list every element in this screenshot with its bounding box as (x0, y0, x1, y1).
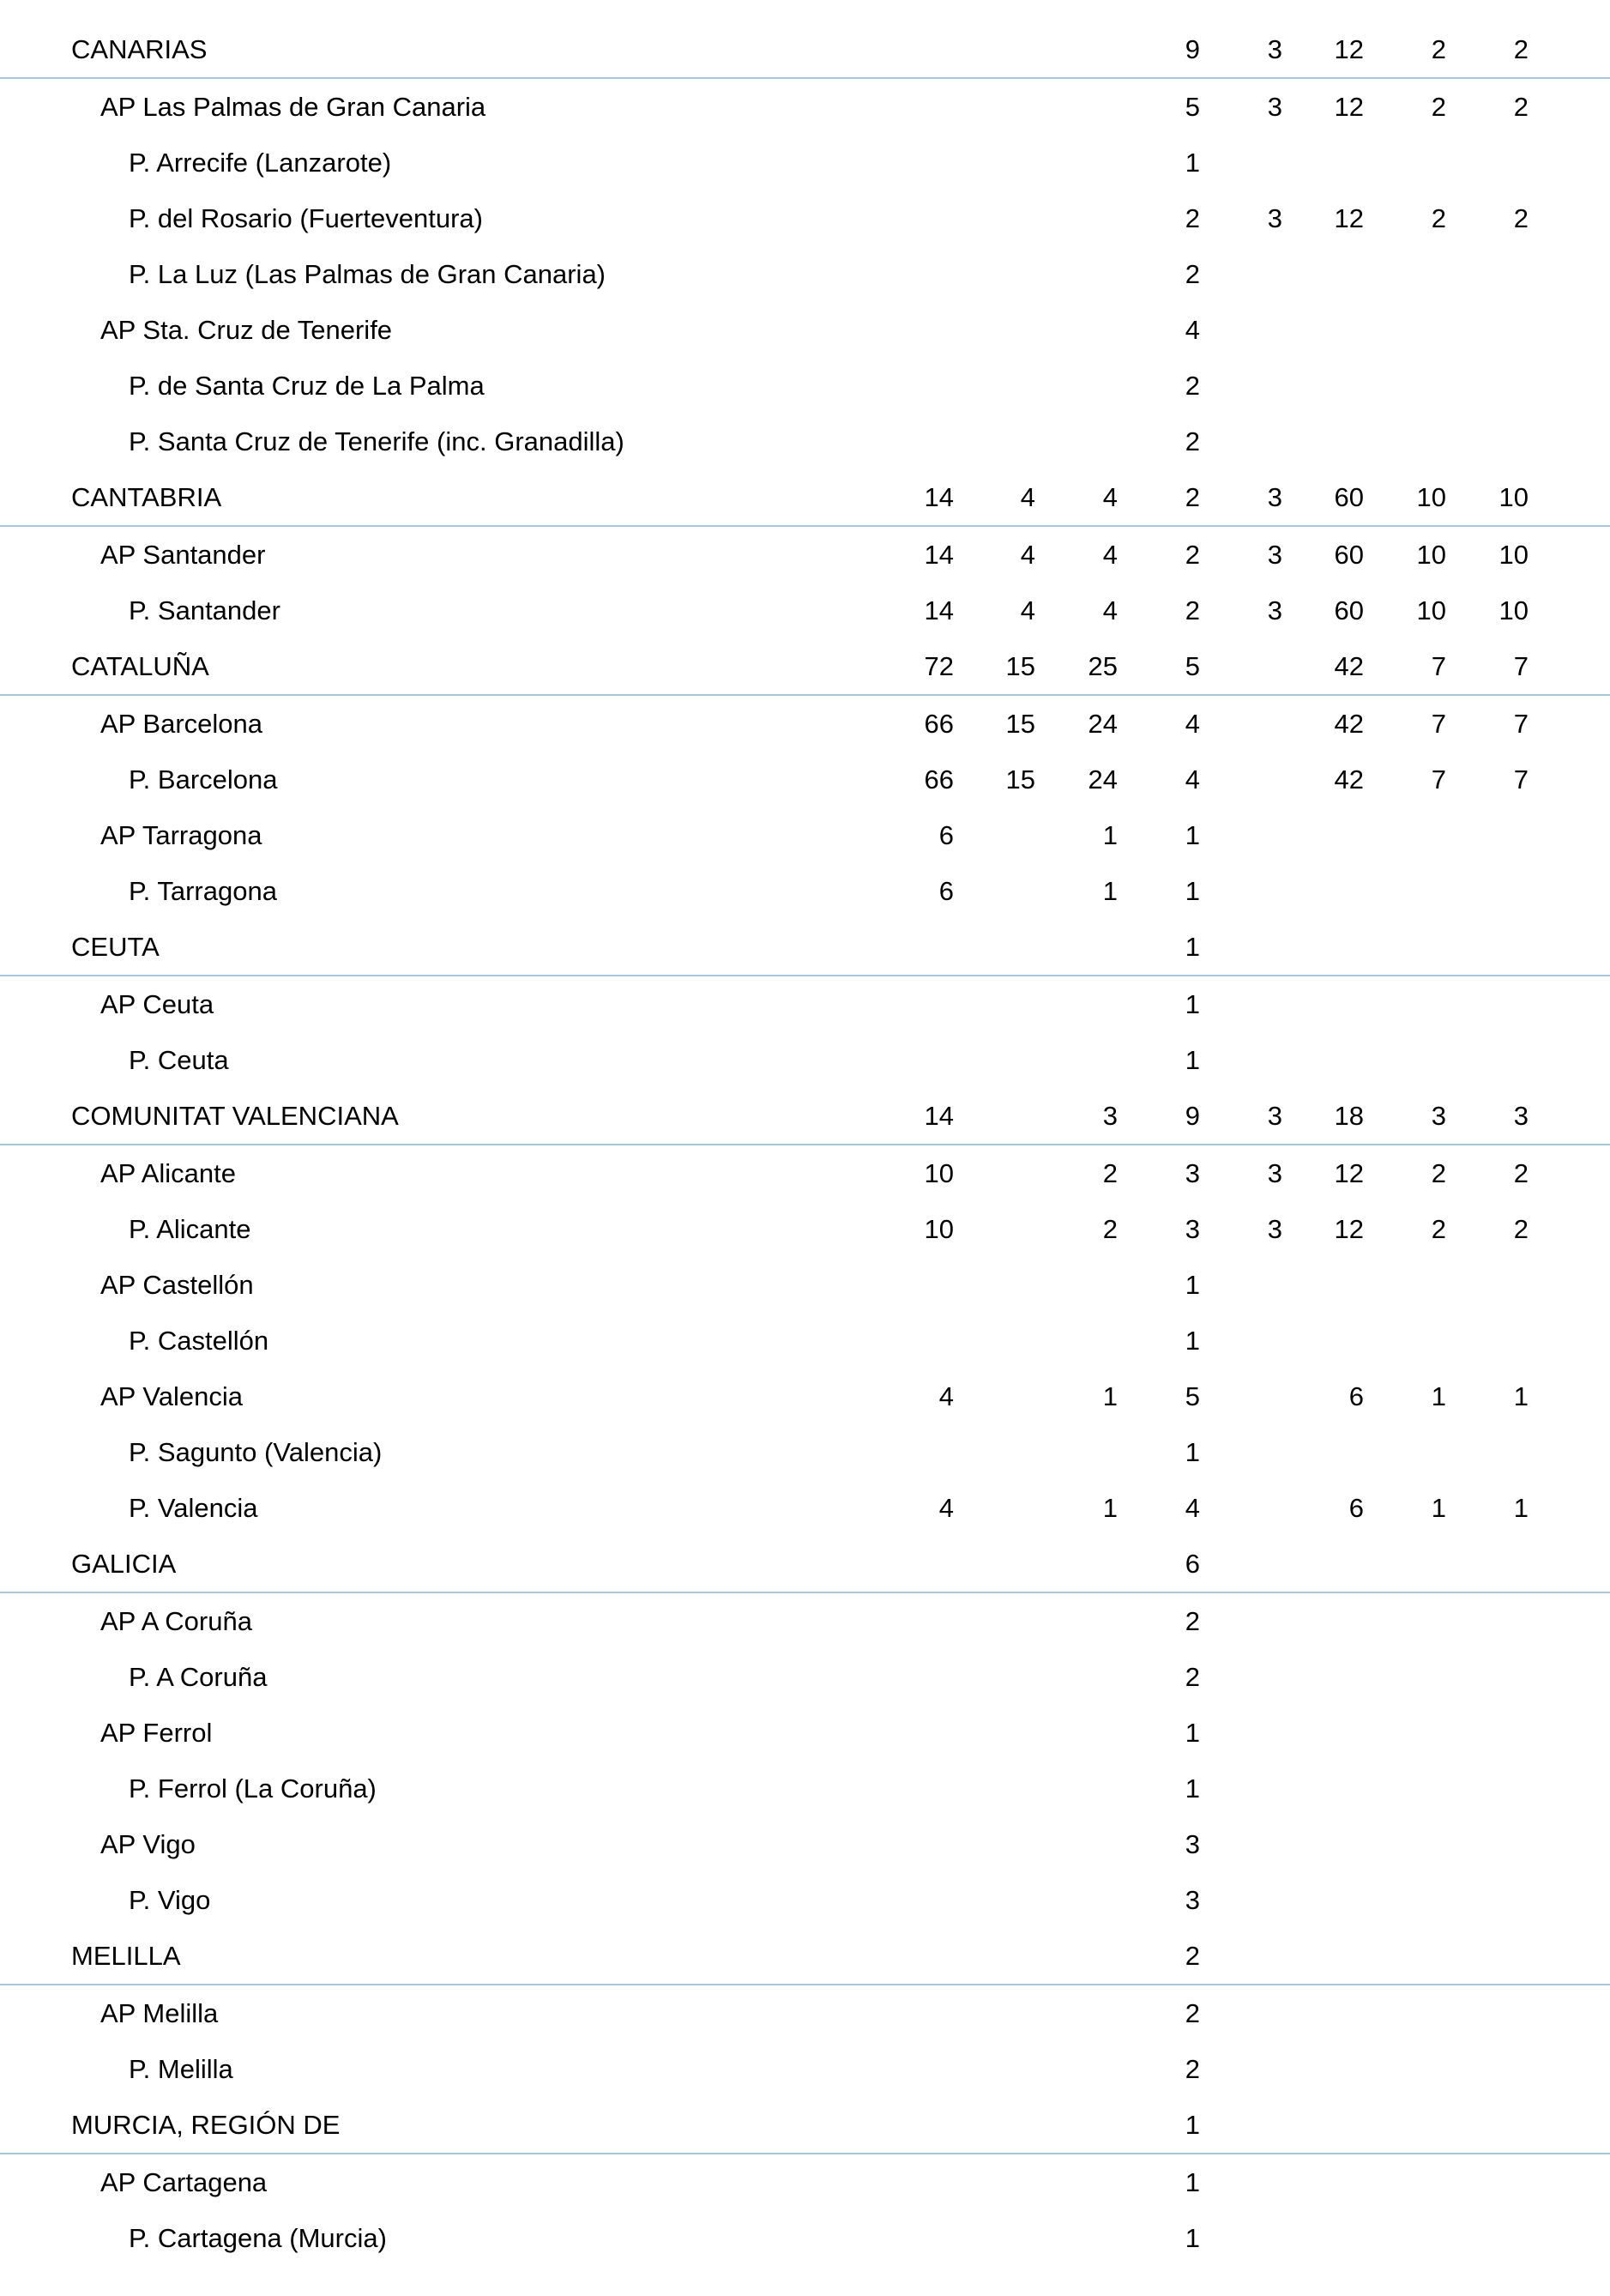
value-cell: 4 (1185, 709, 1200, 739)
row-label: P. de Santa Cruz de La Palma (129, 371, 485, 401)
value-cell: 12 (1334, 1158, 1364, 1188)
value-cell: 7 (1431, 651, 1446, 681)
value-cell: 4 (1185, 764, 1200, 795)
value-cell: 72 (924, 651, 954, 681)
row-label: P. Alicante (129, 1214, 251, 1244)
port-row (0, 1872, 1610, 1928)
value-cell: 2 (1431, 92, 1446, 122)
port-row (0, 358, 1610, 414)
value-cell: 1 (1185, 1326, 1200, 1356)
value-cell: 4 (1185, 1493, 1200, 1523)
value-cell: 2 (1185, 1606, 1200, 1636)
value-cell: 2 (1102, 1214, 1118, 1244)
value-cell: 4 (1185, 315, 1200, 345)
value-cell: 3 (1267, 1158, 1282, 1188)
value-cell: 1 (1185, 2110, 1200, 2140)
value-cell: 1 (1185, 932, 1200, 962)
value-cell: 14 (924, 482, 954, 512)
row-label: AP Ceuta (100, 989, 214, 1019)
value-cell: 15 (1005, 651, 1035, 681)
row-label: COMUNITAT VALENCIANA (71, 1101, 399, 1131)
row-label: P. Vigo (129, 1885, 211, 1915)
value-cell: 1 (1185, 2223, 1200, 2253)
row-label: P. del Rosario (Fuerteventura) (129, 203, 483, 233)
value-cell: 4 (1020, 595, 1035, 625)
value-cell: 66 (924, 709, 954, 739)
value-cell: 15 (1005, 764, 1035, 795)
port-row (0, 1649, 1610, 1705)
value-cell: 2 (1185, 1998, 1200, 2028)
port-row (0, 752, 1610, 807)
row-label: P. La Luz (Las Palmas de Gran Canaria) (129, 259, 606, 289)
port-authority-row (0, 2154, 1610, 2210)
value-cell: 42 (1334, 651, 1364, 681)
value-cell: 1 (1431, 1381, 1446, 1411)
port-row (0, 583, 1610, 638)
value-cell: 3 (1185, 1829, 1200, 1859)
value-cell: 10 (1416, 482, 1446, 512)
value-cell: 25 (1088, 651, 1118, 681)
port-row (0, 1480, 1610, 1536)
value-cell: 42 (1334, 709, 1364, 739)
port-authority-row (0, 1593, 1610, 1649)
region-row (0, 21, 1610, 79)
value-cell: 2 (1431, 1214, 1446, 1244)
row-label: AP Santander (100, 540, 266, 570)
value-cell: 1 (1513, 1381, 1529, 1411)
region-row (0, 1088, 1610, 1145)
port-authority-row (0, 1145, 1610, 1201)
value-cell: 60 (1334, 482, 1364, 512)
value-cell: 10 (1498, 540, 1529, 570)
value-cell: 10 (1498, 595, 1529, 625)
row-label: AP Alicante (100, 1158, 236, 1188)
row-label: AP Melilla (100, 1998, 219, 2028)
port-authority-row (0, 302, 1610, 358)
row-label: AP Cartagena (100, 2167, 268, 2197)
value-cell: 7 (1513, 764, 1529, 795)
port-authority-row (0, 976, 1610, 1032)
value-cell: 2 (1431, 203, 1446, 233)
value-cell: 1 (1185, 2167, 1200, 2197)
value-cell: 4 (938, 1381, 954, 1411)
port-statistics-table (0, 21, 1610, 2266)
value-cell: 24 (1088, 764, 1118, 795)
value-cell: 2 (1431, 34, 1446, 64)
value-cell: 2 (1185, 1662, 1200, 1692)
value-cell: 42 (1334, 764, 1364, 795)
value-cell: 10 (1416, 595, 1446, 625)
row-label: AP Castellón (100, 1270, 254, 1300)
row-label: GALICIA (71, 1549, 177, 1579)
value-cell: 10 (924, 1214, 954, 1244)
value-cell: 2 (1513, 34, 1529, 64)
region-row (0, 1928, 1610, 1985)
value-cell: 10 (1416, 540, 1446, 570)
value-cell: 2 (1185, 371, 1200, 401)
value-cell: 2 (1185, 259, 1200, 289)
row-label: P. Valencia (129, 1493, 258, 1523)
value-cell: 1 (1102, 876, 1118, 906)
value-cell: 9 (1185, 34, 1200, 64)
value-cell: 3 (1267, 203, 1282, 233)
value-cell: 12 (1334, 34, 1364, 64)
region-row (0, 919, 1610, 976)
value-cell: 3 (1185, 1214, 1200, 1244)
value-cell: 14 (924, 1101, 954, 1131)
value-cell: 3 (1267, 34, 1282, 64)
value-cell: 7 (1431, 709, 1446, 739)
row-label: P. Santander (129, 595, 280, 625)
value-cell: 1 (1185, 148, 1200, 178)
port-authority-row (0, 696, 1610, 752)
row-label: P. Melilla (129, 2054, 233, 2084)
value-cell: 3 (1431, 1101, 1446, 1131)
row-label: AP Valencia (100, 1381, 244, 1411)
row-label: P. Cartagena (Murcia) (129, 2223, 387, 2253)
value-cell: 2 (1185, 1941, 1200, 1971)
row-label: MELILLA (71, 1941, 181, 1971)
port-row (0, 1424, 1610, 1480)
row-label: AP Tarragona (100, 820, 262, 850)
value-cell: 1 (1102, 820, 1118, 850)
row-label: AP A Coruña (100, 1606, 252, 1636)
value-cell: 60 (1334, 595, 1364, 625)
value-cell: 1 (1185, 989, 1200, 1019)
value-cell: 3 (1267, 92, 1282, 122)
value-cell: 1 (1513, 1493, 1529, 1523)
port-authority-row (0, 527, 1610, 583)
value-cell: 6 (1348, 1493, 1364, 1523)
value-cell: 1 (1102, 1381, 1118, 1411)
value-cell: 1 (1185, 1718, 1200, 1748)
value-cell: 3 (1102, 1101, 1118, 1131)
region-row (0, 469, 1610, 527)
row-label: CANTABRIA (71, 482, 222, 512)
value-cell: 2 (1185, 595, 1200, 625)
value-cell: 2 (1513, 1158, 1529, 1188)
value-cell: 14 (924, 540, 954, 570)
value-cell: 4 (1102, 482, 1118, 512)
port-authority-row (0, 1985, 1610, 2041)
value-cell: 2 (1185, 426, 1200, 456)
value-cell: 3 (1267, 482, 1282, 512)
port-row (0, 414, 1610, 469)
value-cell: 3 (1267, 1214, 1282, 1244)
value-cell: 2 (1185, 540, 1200, 570)
row-label: P. Ferrol (La Coruña) (129, 1773, 377, 1804)
row-label: AP Sta. Cruz de Tenerife (100, 315, 393, 345)
port-row (0, 1313, 1610, 1369)
value-cell: 3 (1185, 1158, 1200, 1188)
port-authority-row (0, 1816, 1610, 1872)
value-cell: 2 (1185, 203, 1200, 233)
value-cell: 12 (1334, 1214, 1364, 1244)
row-label: AP Las Palmas de Gran Canaria (100, 92, 486, 122)
value-cell: 2 (1513, 92, 1529, 122)
value-cell: 4 (938, 1493, 954, 1523)
row-label: AP Vigo (100, 1829, 196, 1859)
value-cell: 18 (1334, 1101, 1364, 1131)
value-cell: 1 (1185, 1773, 1200, 1804)
row-label: P. Santa Cruz de Tenerife (inc. Granadilla) (129, 426, 624, 456)
value-cell: 4 (1102, 540, 1118, 570)
region-row (0, 638, 1610, 696)
value-cell: 4 (1020, 482, 1035, 512)
region-row (0, 2097, 1610, 2154)
port-row (0, 2041, 1610, 2097)
port-row (0, 1761, 1610, 1816)
value-cell: 6 (1348, 1381, 1364, 1411)
value-cell: 60 (1334, 540, 1364, 570)
value-cell: 1 (1185, 1437, 1200, 1467)
row-label: P. Barcelona (129, 764, 278, 795)
port-row (0, 1032, 1610, 1088)
port-authority-row (0, 1369, 1610, 1424)
value-cell: 3 (1185, 1885, 1200, 1915)
port-authority-row (0, 79, 1610, 135)
port-row (0, 190, 1610, 246)
row-label: P. Castellón (129, 1326, 269, 1356)
value-cell: 9 (1185, 1101, 1200, 1131)
row-label: AP Barcelona (100, 709, 262, 739)
value-cell: 12 (1334, 203, 1364, 233)
row-label: CATALUÑA (71, 651, 209, 681)
row-label: AP Ferrol (100, 1718, 213, 1748)
value-cell: 1 (1185, 820, 1200, 850)
value-cell: 2 (1185, 482, 1200, 512)
value-cell: 3 (1267, 595, 1282, 625)
port-authority-row (0, 1257, 1610, 1313)
row-label: P. Sagunto (Valencia) (129, 1437, 383, 1467)
row-label: CANARIAS (71, 34, 208, 64)
value-cell: 3 (1513, 1101, 1529, 1131)
value-cell: 2 (1513, 203, 1529, 233)
value-cell: 3 (1267, 540, 1282, 570)
value-cell: 6 (938, 876, 954, 906)
value-cell: 4 (1102, 595, 1118, 625)
value-cell: 14 (924, 595, 954, 625)
value-cell: 6 (1185, 1549, 1200, 1579)
value-cell: 10 (924, 1158, 954, 1188)
value-cell: 7 (1513, 651, 1529, 681)
port-row (0, 246, 1610, 302)
value-cell: 3 (1267, 1101, 1282, 1131)
row-label: P. Arrecife (Lanzarote) (129, 148, 392, 178)
value-cell: 5 (1185, 92, 1200, 122)
value-cell: 1 (1185, 1045, 1200, 1075)
value-cell: 10 (1498, 482, 1529, 512)
port-authority-row (0, 807, 1610, 863)
row-label: P. A Coruña (129, 1662, 268, 1692)
port-row (0, 863, 1610, 919)
value-cell: 5 (1185, 651, 1200, 681)
port-authority-row (0, 1705, 1610, 1761)
value-cell: 12 (1334, 92, 1364, 122)
row-label: MURCIA, REGIÓN DE (71, 2110, 341, 2140)
value-cell: 66 (924, 764, 954, 795)
value-cell: 1 (1185, 876, 1200, 906)
row-label: P. Tarragona (129, 876, 277, 906)
region-row (0, 1536, 1610, 1593)
value-cell: 1 (1102, 1493, 1118, 1523)
value-cell: 15 (1005, 709, 1035, 739)
row-label: CEUTA (71, 932, 160, 962)
value-cell: 4 (1020, 540, 1035, 570)
port-row (0, 2210, 1610, 2266)
row-label: P. Ceuta (129, 1045, 229, 1075)
value-cell: 2 (1513, 1214, 1529, 1244)
value-cell: 5 (1185, 1381, 1200, 1411)
value-cell: 6 (938, 820, 954, 850)
port-row (0, 135, 1610, 190)
port-row (0, 1201, 1610, 1257)
value-cell: 24 (1088, 709, 1118, 739)
value-cell: 1 (1431, 1493, 1446, 1523)
value-cell: 1 (1185, 1270, 1200, 1300)
value-cell: 2 (1102, 1158, 1118, 1188)
value-cell: 7 (1513, 709, 1529, 739)
value-cell: 7 (1431, 764, 1446, 795)
value-cell: 2 (1431, 1158, 1446, 1188)
value-cell: 2 (1185, 2054, 1200, 2084)
